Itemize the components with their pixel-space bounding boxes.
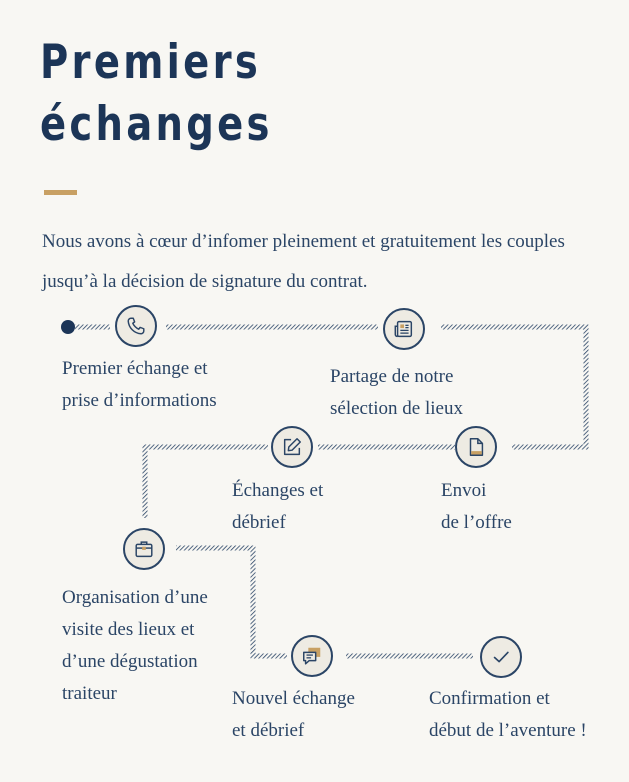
step-node-5 xyxy=(123,528,165,570)
start-dot xyxy=(61,320,75,334)
edit-icon xyxy=(281,436,303,458)
step-label-6: Nouvel échange et débrief xyxy=(232,688,355,741)
check-icon xyxy=(490,646,512,668)
intro-paragraph: Nous avons à cœur d’infomer pleinement et gratuitement les couples jusqu’à la décision de signature du contrat. xyxy=(42,231,565,292)
step-label-5: Organisation d’une visite des lieux et d’une dégustation traiteur xyxy=(62,587,208,704)
step-node-1 xyxy=(115,305,157,347)
newspaper-icon xyxy=(393,318,415,340)
step-label-7: Confirmation et début de l’aventure ! xyxy=(429,688,587,741)
step-node-4 xyxy=(271,426,313,468)
briefcase-icon xyxy=(133,538,155,560)
step-label-1: Premier échange et prise d’informations xyxy=(62,358,217,411)
step-label-2: Partage de notre sélection de lieux xyxy=(330,366,463,419)
step-label-4: Échanges et débrief xyxy=(232,480,324,533)
step-node-2 xyxy=(383,308,425,350)
step-node-3 xyxy=(455,426,497,468)
step-node-7 xyxy=(480,636,522,678)
chat-icon xyxy=(301,645,323,667)
step-node-6 xyxy=(291,635,333,677)
title-line-2: échanges xyxy=(40,97,273,152)
phone-icon xyxy=(125,315,147,337)
document-icon xyxy=(465,436,487,458)
title-line-1: Premiers xyxy=(40,35,262,90)
step-label-3: Envoi de l’offre xyxy=(441,480,512,533)
